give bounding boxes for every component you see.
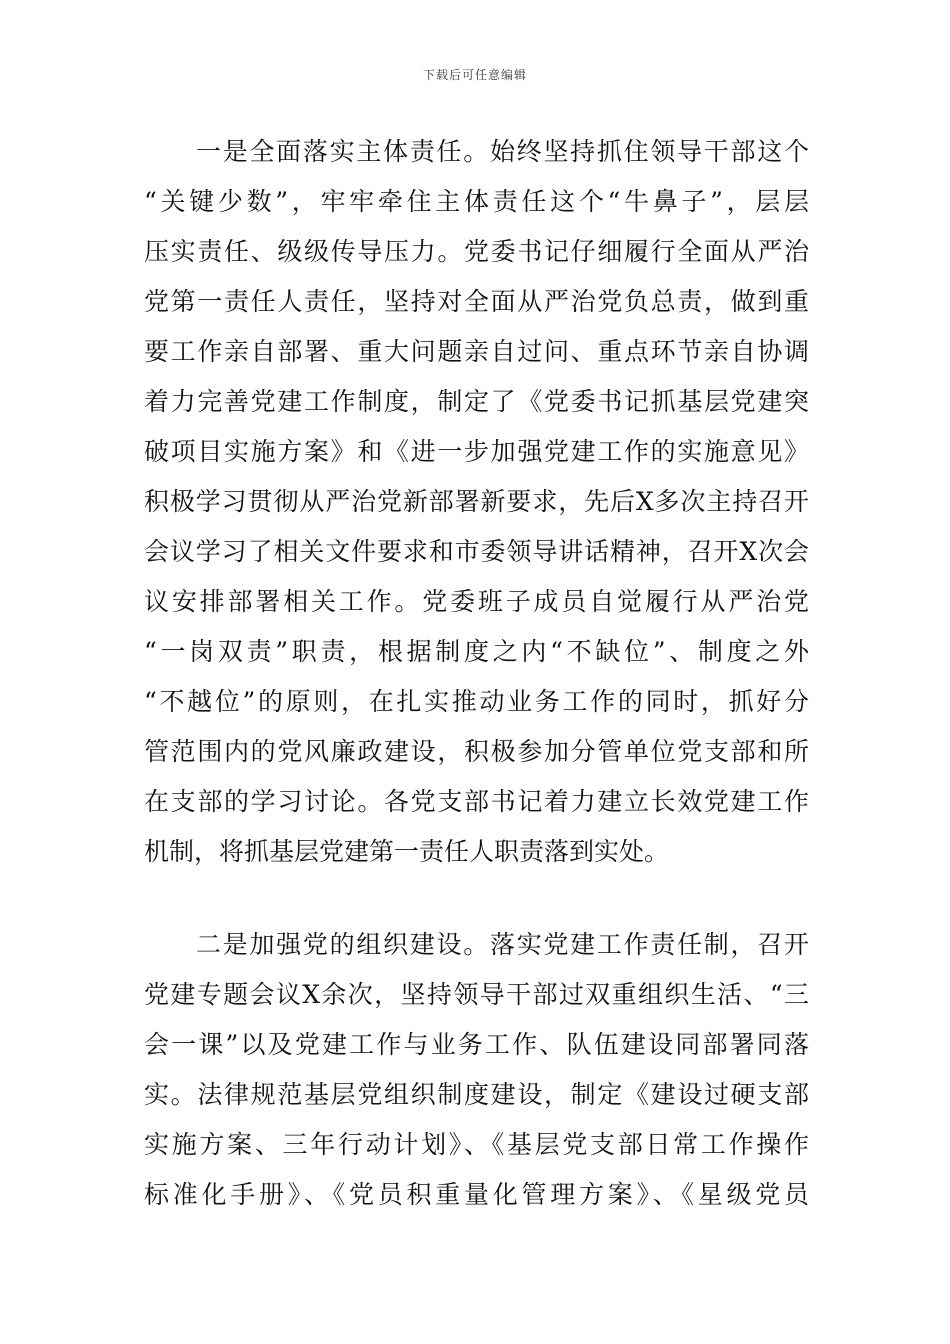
text-line: 党建专题会议X余次，坚持领导干部过双重组织生活、“三 <box>144 980 809 1009</box>
text-line: 会一课”以及党建工作与业务工作、队伍建设同部署同落 <box>144 1030 809 1059</box>
text-line: “一岗双责”职责，根据制度之内“不缺位”、制度之外 <box>144 637 809 666</box>
paragraph-1 <box>144 127 809 877</box>
text-line: “不越位”的原则，在扎实推动业务工作的同时，抓好分 <box>144 687 809 716</box>
text-line: 实施方案、三年行动计划》、《基层党支部日常工作操作 <box>144 1130 809 1159</box>
text-line: 管范围内的党风廉政建设，积极参加分管单位党支部和所 <box>144 737 809 766</box>
paragraph-2 <box>144 920 809 1220</box>
text-line: 议安排部署相关工作。党委班子成员自觉履行从严治党 <box>144 587 809 616</box>
header-note: 下载后可任意编辑 <box>422 68 527 82</box>
text-line: 标准化手册》、《党员积重量化管理方案》、《星级党员 <box>144 1180 809 1209</box>
text-line: 要工作亲自部署、重大问题亲自过问、重点环节亲自协调 <box>144 337 809 366</box>
text-line: 机制，将抓基层党建第一责任人职责落到实处。 <box>144 837 670 866</box>
text-line: 实。法律规范基层党组织制度建设，制定《建设过硬支部 <box>144 1080 809 1109</box>
text-line: 压实责任、级级传导压力。党委书记仔细履行全面从严治 <box>144 237 809 266</box>
text-line: 破项目实施方案》和《进一步加强党建工作的实施意见》 <box>144 437 809 466</box>
text-line: 二是加强党的组织建设。落实党建工作责任制，召开 <box>196 930 809 959</box>
text-line: 在支部的学习讨论。各党支部书记着力建立长效党建工作 <box>144 787 809 816</box>
text-line: 党第一责任人责任，坚持对全面从严治党负总责，做到重 <box>144 287 809 316</box>
text-line: “关键少数”，牢牢牵住主体责任这个“牛鼻子”，层层 <box>144 187 809 216</box>
text-line: 着力完善党建工作制度，制定了《党委书记抓基层党建突 <box>144 387 809 416</box>
text-line: 一是全面落实主体责任。始终坚持抓住领导干部这个 <box>196 137 809 166</box>
text-line: 积极学习贯彻从严治党新部署新要求，先后X多次主持召开 <box>144 487 809 516</box>
text-line: 会议学习了相关文件要求和市委领导讲话精神，召开X次会 <box>144 537 809 566</box>
